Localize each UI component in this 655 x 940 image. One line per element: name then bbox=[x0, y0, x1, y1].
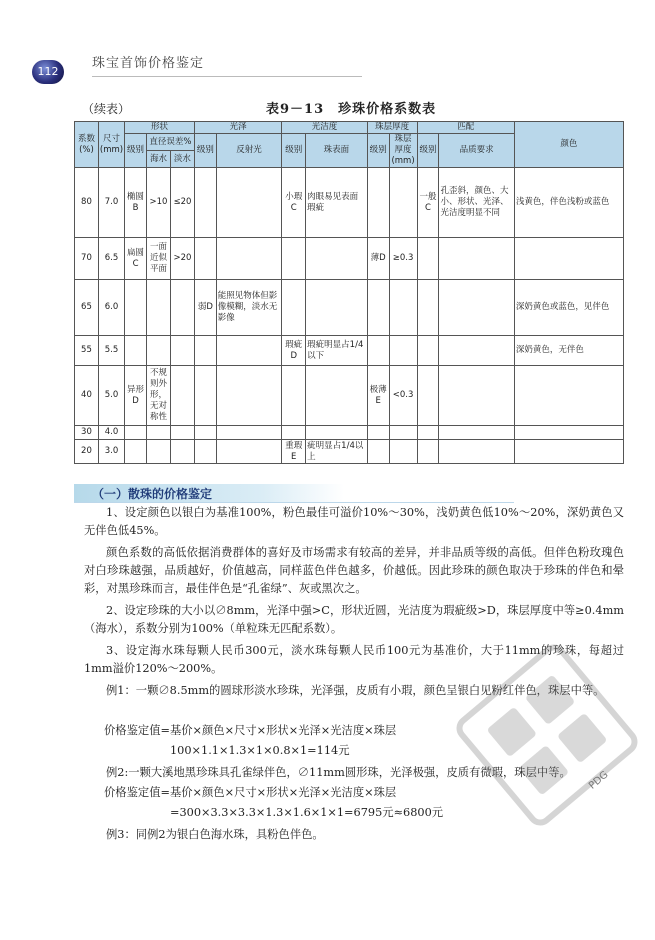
cell-luster-grade bbox=[194, 238, 216, 280]
cell-seawater: >10 bbox=[147, 168, 171, 238]
paragraph-example-2: 例2:一颗大溪地黑珍珠具孔雀绿伴色，∅11mm圆形珠，光泽极强，皮质有微瑕，珠层中等。 bbox=[106, 766, 571, 779]
header-quality-requirement: 品质要求 bbox=[439, 134, 514, 168]
table-title: 表9－13 珍珠价格系数表 bbox=[266, 102, 437, 117]
page-number: 112 bbox=[32, 60, 64, 84]
header-nacre: 珠层厚度 bbox=[367, 122, 417, 134]
cell-quality bbox=[439, 440, 514, 464]
cell-luster-grade bbox=[194, 366, 216, 426]
cell-clarity-grade: 小瑕C bbox=[282, 168, 306, 238]
cell-surface: 肉眼易见表面瑕疵 bbox=[306, 168, 368, 238]
cell-coef: 30 bbox=[75, 426, 99, 440]
cell-seawater: 一面近似平面 bbox=[147, 238, 171, 280]
cell-shape: 椭圆B bbox=[125, 168, 147, 238]
cell-nacre-grade bbox=[367, 168, 389, 238]
cell-color bbox=[514, 440, 623, 464]
cell-size: 5.5 bbox=[98, 336, 124, 366]
header-clarity-grade: 级别 bbox=[282, 134, 306, 168]
cell-shape bbox=[125, 336, 147, 366]
header-luster-grade: 级别 bbox=[194, 134, 216, 168]
cell-color: 浅黄色，伴色浅粉或蓝色 bbox=[514, 168, 623, 238]
cell-clarity-grade bbox=[282, 366, 306, 426]
cell-coef: 20 bbox=[75, 440, 99, 464]
cell-size: 6.0 bbox=[98, 280, 124, 336]
cell-freshwater bbox=[170, 440, 194, 464]
cell-thickness bbox=[389, 168, 417, 238]
cell-coef: 70 bbox=[75, 238, 99, 280]
header-color: 颜色 bbox=[514, 122, 623, 168]
cell-thickness: ≥0.3 bbox=[389, 238, 417, 280]
header-luster: 光泽 bbox=[194, 122, 281, 134]
header-seawater: 海水 bbox=[147, 151, 171, 168]
cell-reflection: 能照见物体但影像模糊，淡水无影像 bbox=[216, 280, 282, 336]
cell-clarity-grade: 重瑕E bbox=[282, 440, 306, 464]
formula-example-1-calc: 100×1.1×1.3×1×0.8×1=114元 bbox=[170, 744, 350, 757]
cell-quality: 孔歪斜，颜色、大小、形状、光泽、光洁度明显不同 bbox=[439, 168, 514, 238]
cell-match-grade bbox=[417, 336, 439, 366]
header-match-grade: 级别 bbox=[417, 134, 439, 168]
table-continued-label: （续表） bbox=[82, 102, 131, 116]
header-matching: 匹配 bbox=[417, 122, 514, 134]
cell-coef: 40 bbox=[75, 366, 99, 426]
cell-nacre-grade: 薄D bbox=[367, 238, 389, 280]
header-reflection: 反射光 bbox=[216, 134, 282, 168]
cell-freshwater bbox=[170, 280, 194, 336]
cell-match-grade bbox=[417, 280, 439, 336]
header-size: 尺寸(mm) bbox=[98, 122, 124, 168]
running-header bbox=[30, 52, 340, 88]
header-shape-grade: 级别 bbox=[125, 134, 147, 168]
cell-reflection bbox=[216, 366, 282, 426]
cell-freshwater bbox=[170, 336, 194, 366]
cell-color bbox=[514, 238, 623, 280]
cell-surface bbox=[306, 280, 368, 336]
paragraph-example-3: 例3：同例2为银白色海水珠，具粉色伴色。 bbox=[106, 828, 324, 841]
header-shape: 形状 bbox=[125, 122, 195, 134]
cell-shape bbox=[125, 440, 147, 464]
cell-thickness bbox=[389, 426, 417, 440]
cell-quality bbox=[439, 238, 514, 280]
cell-match-grade: 一般C bbox=[417, 168, 439, 238]
cell-match-grade bbox=[417, 238, 439, 280]
cell-freshwater: ≤20 bbox=[170, 168, 194, 238]
cell-luster-grade bbox=[194, 440, 216, 464]
cell-size: 7.0 bbox=[98, 168, 124, 238]
header-rule bbox=[92, 76, 362, 77]
cell-nacre-grade bbox=[367, 440, 389, 464]
cell-seawater bbox=[147, 426, 171, 440]
cell-shape: 异形D bbox=[125, 366, 147, 426]
cell-nacre-grade bbox=[367, 280, 389, 336]
header-diameter-deviation: 直径误差% bbox=[147, 134, 195, 151]
cell-thickness bbox=[389, 280, 417, 336]
cell-coef: 55 bbox=[75, 336, 99, 366]
cell-clarity-grade bbox=[282, 238, 306, 280]
table-row bbox=[75, 336, 624, 366]
cell-freshwater bbox=[170, 366, 194, 426]
section-heading bbox=[74, 484, 344, 502]
cell-surface: 瑕疵明显占1/4以下 bbox=[306, 336, 368, 366]
cell-clarity-grade: 瑕疵D bbox=[282, 336, 306, 366]
cell-reflection bbox=[216, 336, 282, 366]
cell-shape bbox=[125, 280, 147, 336]
header-thickness: 珠层厚度(mm) bbox=[389, 134, 417, 168]
cell-nacre-grade: 极薄E bbox=[367, 366, 389, 426]
paragraph-example-1: 例1：一颗∅8.5mm的圆球形淡水珍珠，光泽强，皮质有小瑕，颜色呈银白见粉红伴色，珠层中等。 bbox=[106, 684, 605, 697]
cell-nacre-grade bbox=[367, 336, 389, 366]
cell-surface: 疵明显占1/4以上 bbox=[306, 440, 368, 464]
book-title: 珠宝首饰价格鉴定 bbox=[92, 56, 205, 71]
table-row bbox=[75, 426, 624, 440]
cell-size: 6.5 bbox=[98, 238, 124, 280]
cell-size: 4.0 bbox=[98, 426, 124, 440]
cell-luster-grade bbox=[194, 168, 216, 238]
formula-example-1: 价格鉴定值=基价×颜色×尺寸×形状×光泽×光洁度×珠层 bbox=[104, 724, 397, 737]
header-freshwater: 淡水 bbox=[170, 151, 194, 168]
header-coefficient: 系数(%) bbox=[75, 122, 99, 168]
cell-seawater bbox=[147, 280, 171, 336]
cell-freshwater bbox=[170, 426, 194, 440]
formula-example-2: 价格鉴定值=基价×颜色×尺寸×形状×光泽×光洁度×珠层 bbox=[104, 786, 397, 799]
cell-surface bbox=[306, 426, 368, 440]
pearl-price-coefficient-table bbox=[74, 121, 624, 464]
cell-seawater bbox=[147, 336, 171, 366]
cell-nacre-grade bbox=[367, 426, 389, 440]
section-title: （一）散珠的价格鉴定 bbox=[92, 487, 213, 501]
cell-color bbox=[514, 426, 623, 440]
cell-shape bbox=[125, 426, 147, 440]
cell-luster-grade bbox=[194, 336, 216, 366]
table-row bbox=[75, 168, 624, 238]
watermark-seal bbox=[452, 640, 642, 830]
cell-clarity-grade bbox=[282, 280, 306, 336]
cell-reflection bbox=[216, 168, 282, 238]
cell-seawater bbox=[147, 440, 171, 464]
cell-quality bbox=[439, 280, 514, 336]
cell-quality bbox=[439, 366, 514, 426]
cell-thickness bbox=[389, 336, 417, 366]
table-row bbox=[75, 238, 624, 280]
cell-match-grade bbox=[417, 440, 439, 464]
header-clarity: 光洁度 bbox=[282, 122, 367, 134]
cell-size: 5.0 bbox=[98, 366, 124, 426]
header-nacre-grade: 级别 bbox=[367, 134, 389, 168]
cell-match-grade bbox=[417, 366, 439, 426]
cell-color: 深奶黄色或蓝色，见伴色 bbox=[514, 280, 623, 336]
header-surface: 珠表面 bbox=[306, 134, 368, 168]
table-row bbox=[75, 440, 624, 464]
cell-coef: 80 bbox=[75, 168, 99, 238]
watermark-pdg: PDG bbox=[586, 769, 611, 792]
cell-clarity-grade bbox=[282, 426, 306, 440]
cell-luster-grade bbox=[194, 426, 216, 440]
table-row bbox=[75, 280, 624, 336]
cell-luster-grade: 弱D bbox=[194, 280, 216, 336]
cell-thickness bbox=[389, 440, 417, 464]
cell-quality bbox=[439, 336, 514, 366]
cell-thickness: <0.3 bbox=[389, 366, 417, 426]
cell-quality bbox=[439, 426, 514, 440]
cell-reflection bbox=[216, 238, 282, 280]
cell-surface bbox=[306, 238, 368, 280]
paragraph-base-price: 3、设定海水珠每颗人民币300元，淡水珠每颗人民币100元为基准价，大于11mm的珍珠，每超过1mm溢价120%～200%。 bbox=[84, 644, 624, 675]
cell-color: 深奶黄色，无伴色 bbox=[514, 336, 623, 366]
cell-shape: 扁圆C bbox=[125, 238, 147, 280]
cell-surface bbox=[306, 366, 368, 426]
paragraph-size-baseline: 2、设定珍珠的大小以∅8mm，光泽中强>C，形状近圆，光洁度为瑕疵级>D，珠层厚度中等≥0.4mm（海水），系数分别为100%（单粒珠无匹配系数）。 bbox=[84, 604, 624, 635]
paragraph-color-baseline: 1、设定颜色以银白为基准100%，粉色最佳可溢价10%～30%，浅奶黄色低10%～20%，深奶黄色又无伴色低45%。 bbox=[84, 506, 624, 537]
cell-reflection bbox=[216, 440, 282, 464]
cell-seawater: 不规则外形，无对称性 bbox=[147, 366, 171, 426]
cell-match-grade bbox=[417, 426, 439, 440]
cell-size: 3.0 bbox=[98, 440, 124, 464]
cell-coef: 65 bbox=[75, 280, 99, 336]
section-divider bbox=[74, 502, 514, 503]
table-row bbox=[75, 366, 624, 426]
cell-color bbox=[514, 366, 623, 426]
formula-example-2-calc: =300×3.3×3.3×1.3×1.6×1×1=6795元≈6800元 bbox=[170, 806, 444, 819]
paragraph-color-explanation: 颜色系数的高低依据消费群体的喜好及市场需求有较高的差异，并非品质等级的高低。但伴色粉玫瑰色对白珍珠越强，品质越好，价值越高，同样蓝色伴色越多，价越低。因此珍珠的颜色取决于珍珠的伴色和晕彩，对黑珍珠而言，最佳伴色是“孔雀绿”、灰或黑次之。 bbox=[84, 546, 624, 595]
cell-freshwater: >20 bbox=[170, 238, 194, 280]
cell-reflection bbox=[216, 426, 282, 440]
